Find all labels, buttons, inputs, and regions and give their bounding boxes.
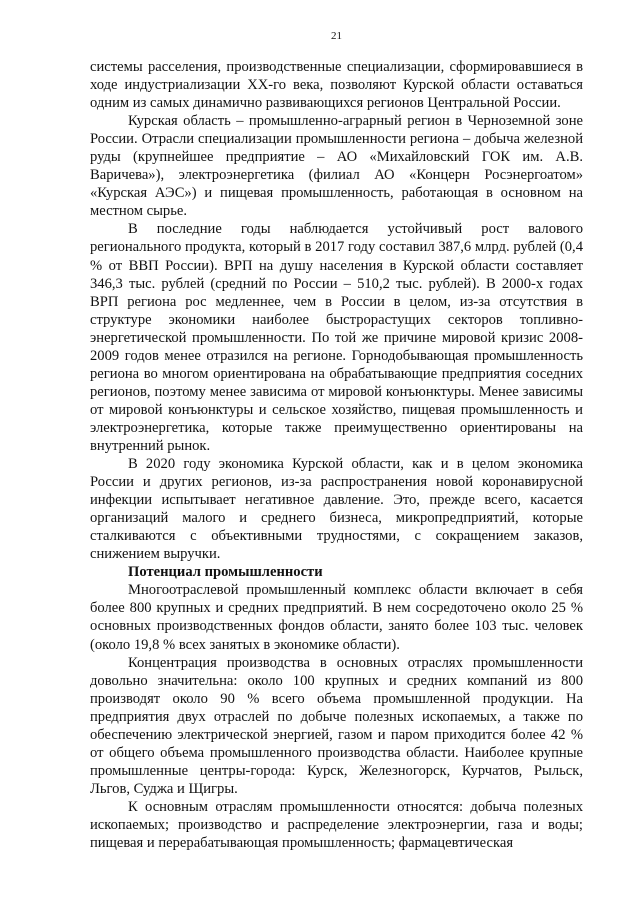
paragraph-continuation: системы расселения, производственные специализации, сформировавшиеся в ходе индустриализации XX-го века, позволяют Курской области оставаться одним из самых динамично развивающихся регионов Центральной России. [90, 59, 583, 112]
paragraph-production-concentration: Концентрация производства в основных отраслях промышленности довольно значительна: около 100 крупных и средних компаний из 800 производят около 90 % всего объема промышленной продукции. На предприятия двух отраслей по добыче полезных ископаемых, а также по обеспечению электрической энергией, газом и паром приходится более 42 % от общего объема промышленного производства области. Наиболее крупные промышленные центры-города: Курск, Железногорск, Курчатов, Рыльск, Льгов, Суджа и Щигры. [90, 654, 583, 797]
paragraph-grp-growth: В последние годы наблюдается устойчивый рост валового регионального продукта, который в 2017 году составил 387,6 млрд. рублей (0,4 % от ВВП России). ВРП на душу населения в Курской области составляет 346,3 тыс. рублей (средний по России – 510,2 тыс. рублей). В 2000-х годах ВРП региона рос медленнее, чем в России в целом, из-за отсутствия в структуре экономики наиболее быстрорастущих секторов топливно-энергетической промышленности. По той же причине мировой кризис 2008-2009 годов менее отразился на регионе. Горнодобывающая промышленность региона во многом ориентирована на обрабатывающие предприятия соседних регионов, поэтому менее зависима от мировой конъюнктуры. Менее зависимы от мировой конъюнктуры и сельское хозяйство, пищевая промышленность и электроэнергетика, которые также преимущественно ориентированы на внутренний рынок. [90, 221, 583, 454]
document-page [90, 0, 583, 905]
page-number: 21 [331, 30, 342, 42]
section-heading: Потенциал промышленности [128, 564, 323, 581]
paragraph-region-profile: Курская область – промышленно-аграрный регион в Черноземной зоне России. Отрасли специализации промышленности региона – добыча железной руды (крупнейшее предприятие – АО «Михайловский ГОК им. А.В. Варичева»), электроэнергетика (филиал АО «Концерн Росэнергоатом» «Курская АЭС») и пищевая промышленность, работающая в основном на местном сырье. [90, 113, 583, 220]
document-body [90, 58, 583, 852]
paragraph-industrial-complex: Многоотраслевой промышленный комплекс области включает в себя более 800 крупных и средних предприятий. В нем сосредоточено около 25 % основных производственных фондов области, занято более 103 тыс. человек (около 19,8 % всех занятых в экономике области). [90, 582, 583, 653]
paragraph-main-industries: К основным отраслям промышленности относятся: добыча полезных ископаемых; производство и распределение электроэнергии, газа и воды; пищевая и перерабатывающая промышленность; фармацевтическая [90, 798, 583, 852]
paragraph-2020-economy: В 2020 году экономика Курской области, как и в целом экономика России и других регионов, из-за распространения новой коронавирусной инфекции испытывает негативное давление. Это, прежде всего, касается организаций малого и среднего бизнеса, микропредприятий, которые сталкиваются с объективными трудностями, с сокращением заказов, снижением выручки. [90, 456, 583, 563]
